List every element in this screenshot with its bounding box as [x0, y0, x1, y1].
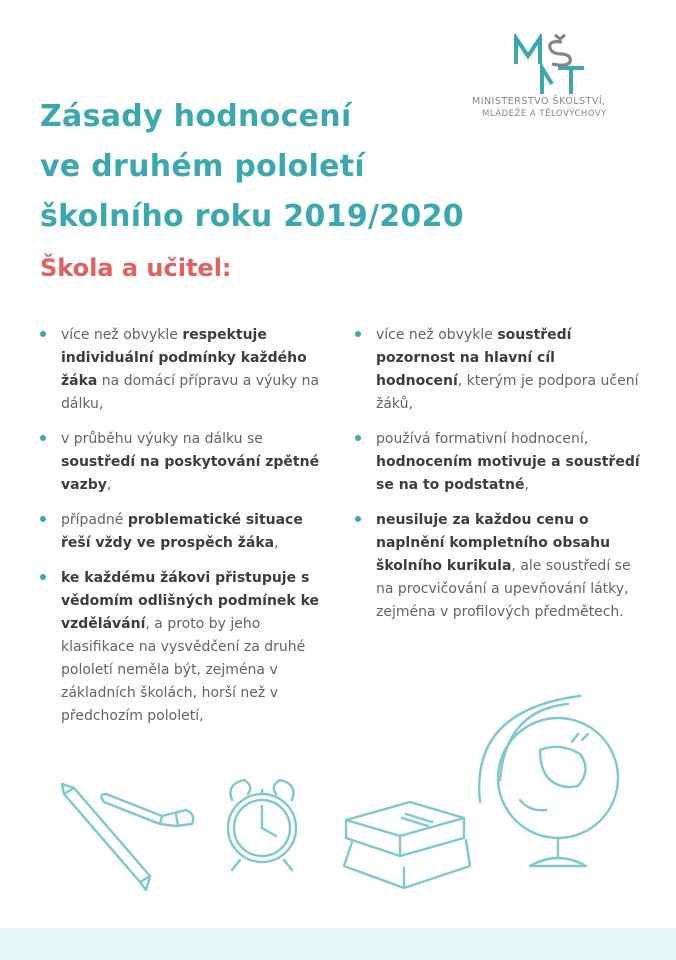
msmt-logo: [462, 34, 652, 120]
globe-icon: [479, 696, 618, 866]
list-item-text: [61, 324, 325, 416]
body-text: více než obvykle: [376, 327, 498, 343]
body-text: na domácí přípravu a výuky na dálku,: [61, 373, 320, 412]
bullet-dot-icon: [40, 574, 46, 580]
body-text: více než obvykle: [61, 327, 183, 343]
body-text: používá formativní hodnocení,: [376, 431, 589, 447]
body-text: ,: [274, 535, 279, 551]
books-icon: [344, 802, 470, 888]
list-item: [40, 324, 325, 416]
right-bullet-list: [355, 324, 645, 636]
list-item-text: [61, 428, 325, 497]
body-text: případné: [61, 512, 128, 528]
list-item: [355, 509, 645, 624]
title-line-1: Zásady hodnocení: [40, 99, 352, 134]
paintbrush-icon: [101, 794, 193, 826]
list-item: [355, 324, 645, 416]
msmt-logo-mark-icon: [512, 34, 592, 96]
title-line-2: ve druhém pololetí: [40, 149, 366, 184]
body-text: ,: [106, 477, 112, 493]
body-text: ,: [524, 477, 529, 493]
emphasis-text: problematické situace řeší vždy ve prospěch žáka: [61, 512, 303, 551]
list-item-text: [376, 509, 645, 624]
bullet-dot-icon: [40, 435, 46, 441]
emphasis-text: soustředí pozornost na hlavní cíl hodnocení: [376, 327, 572, 389]
alarm-clock-icon: [228, 780, 296, 870]
pencil-icon: [62, 784, 150, 890]
bottom-band: [0, 928, 676, 960]
page-title: [40, 92, 464, 242]
emphasis-text: ke každému žákovi přistupuje s vědomím odlišných podmínek ke vzdělávání: [61, 570, 320, 632]
emphasis-text: respektuje individuální podmínky každého žáka: [61, 327, 307, 389]
title-line-3: školního roku 2019/2020: [40, 199, 464, 234]
logo-line-1: MINISTERSTVO ŠKOLSTVÍ,: [472, 96, 606, 107]
bullet-dot-icon: [40, 516, 46, 522]
bullet-dot-icon: [355, 516, 361, 522]
emphasis-text: neusiluje za každou cenu o naplnění kompletního obsahu školního kurikula: [376, 512, 611, 574]
section-subtitle: Škola a učitel:: [40, 254, 232, 282]
body-text: v průběhu výuky na dálku se: [61, 431, 263, 447]
bullet-dot-icon: [40, 331, 46, 337]
bullet-dot-icon: [355, 435, 361, 441]
list-item: [40, 509, 325, 555]
list-item: [40, 428, 325, 497]
body-text: , ale soustředí se na procvičování a upevňování látky, zejména v profilových předmětech.: [376, 558, 631, 620]
body-text: , kterým je podpora učení žáků,: [376, 373, 639, 412]
emphasis-text: hodnocením motivuje a soustředí se na to podstatné: [376, 454, 640, 493]
list-item-text: [376, 428, 645, 497]
list-item-text: [376, 324, 645, 416]
list-item-text: [61, 509, 325, 555]
left-bullet-list: [40, 324, 325, 740]
school-illustration: [0, 690, 676, 930]
list-item: [355, 428, 645, 497]
emphasis-text: soustředí na poskytování zpětné vazby: [61, 454, 320, 493]
logo-line-2: MLÁDEŽE A TĚLOVÝCHOVY: [482, 109, 607, 119]
body-text: , a proto by jeho klasifikace na vysvědčení za druhé pololetí neměla být, zejména v základních školách, horší než v předchozím pololetí,: [61, 616, 306, 724]
bullet-dot-icon: [355, 331, 361, 337]
